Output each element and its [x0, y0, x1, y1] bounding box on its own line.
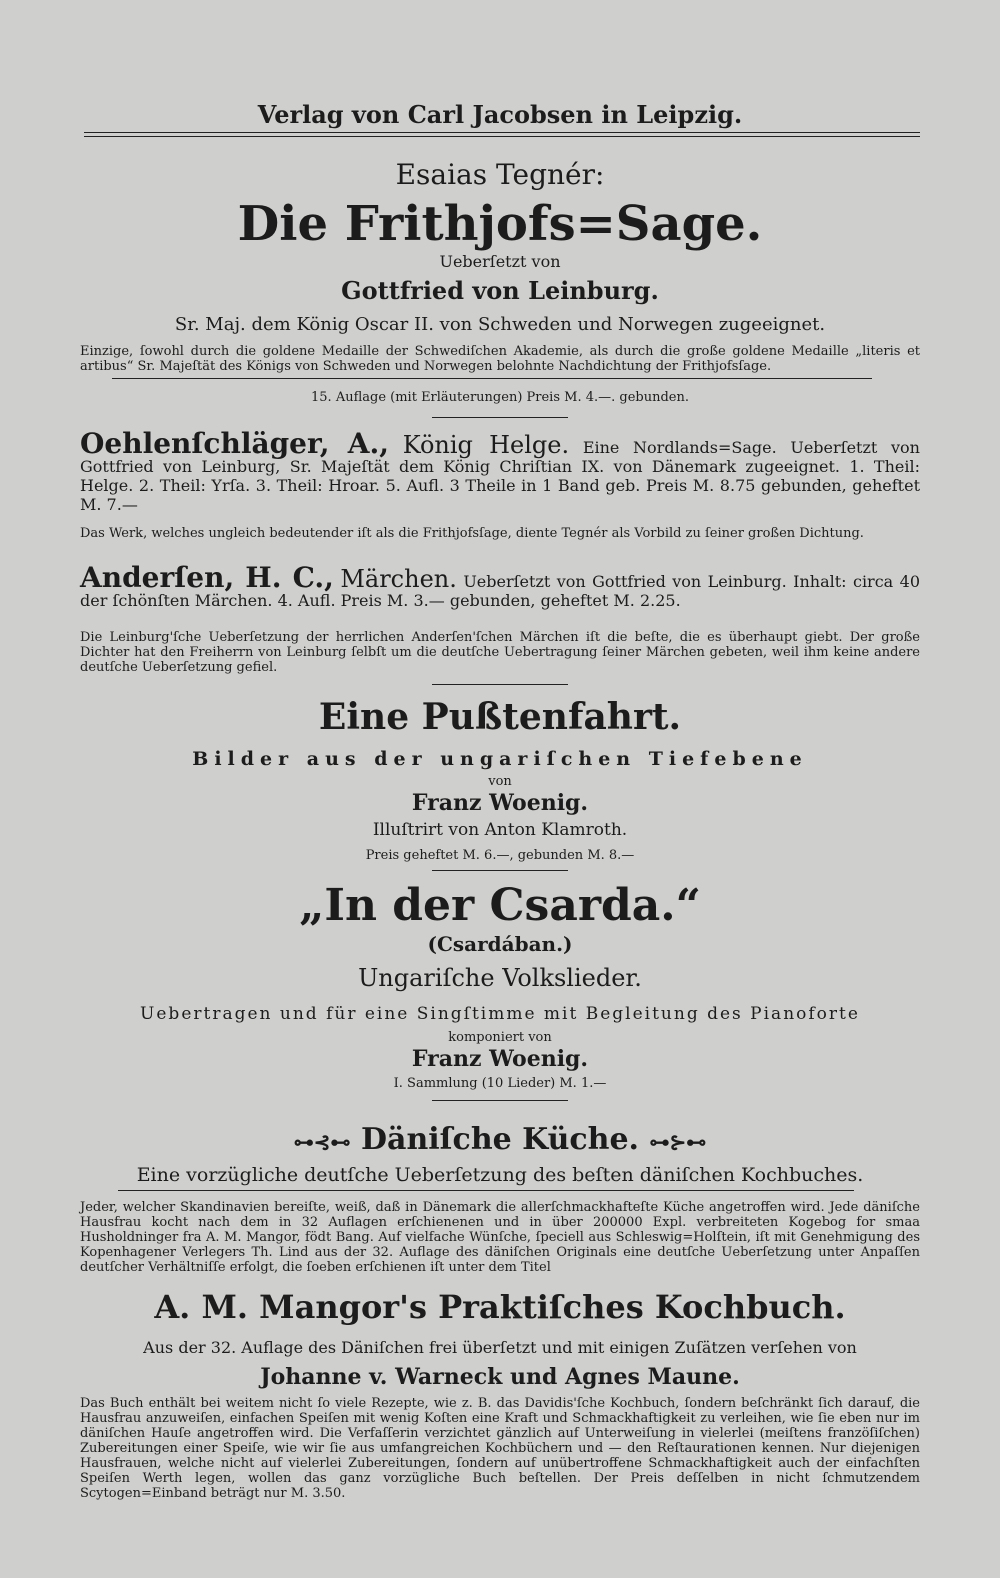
puszta-author: Franz Woenig. — [411, 790, 589, 816]
oehlenschlaeger-title: König Helge. — [402, 431, 570, 459]
frithjof-translator: Gottfried von Leinburg. — [341, 276, 659, 305]
frithjof-award: Einzige, ſowohl durch die goldene Medaille der Schwediſchen Akademie, als durch die große goldene Medaille „literis et artibus“ Sr. Majeſtät des Königs von Schweden und Norwegen belohnte Nachdichtung der Frithjofsſage. — [80, 344, 920, 374]
csarda-title: „In der Csarda.“ — [299, 880, 701, 931]
double-rule-bottom — [84, 136, 920, 137]
oehlenschlaeger-note: Das Werk, welches ungleich bedeutender iſt als die Frithjofsſage, diente Tegnér als Vorbild zu ſeiner großen Dichtung. — [80, 526, 864, 541]
puszta-subtitle: Bilder aus der ungariſchen Tiefebene — [192, 748, 808, 770]
subtitle-rule — [118, 1190, 854, 1191]
andersen-title: Märchen. — [340, 565, 457, 593]
oehlenschlaeger-lead: Oehlenſchläger, A., — [80, 427, 390, 460]
oehlenschlaeger-body: Eine Nordlands=Sage. Ueberſetzt von Gottfried von Leinburg, Sr. Majeſtät dem König Chriſtian IX. von Dänemark zugeeignet. 1. Theil: Helge. 2. Theil: Yrſa. 3. Theil: Hroar. 5. Aufl. 3 Theile in 1 Band geb. Preis M. 8.75 gebunden, geheftet M. 7.— — [80, 438, 920, 514]
csarda-subtitle: (Csardában.) — [427, 932, 573, 956]
divider-4 — [432, 1100, 568, 1101]
ornament-left-icon: ⊶⊰⊷ — [293, 1130, 351, 1154]
csarda-composer: Franz Woenig. — [411, 1046, 589, 1072]
csarda-collection: I. Sammlung (10 Lieder) M. 1.— — [393, 1076, 607, 1091]
mangor-authors: Johanne v. Warneck und Agnes Maune. — [260, 1364, 740, 1390]
andersen-body: Ueberſetzt von Gottfried von Leinburg. Inhalt: circa 40 der ſchönſten Märchen. 4. Aufl. Preis M. 3.— gebunden, geheftet M. 2.25. — [80, 572, 920, 610]
kueche-title: Däniſche Küche. — [360, 1122, 639, 1157]
divider-2 — [432, 684, 568, 685]
oehlenschlaeger-entry — [80, 427, 920, 514]
frithjof-dedication: Sr. Maj. dem König Oscar II. von Schweden und Norwegen zugeeignet. — [174, 314, 826, 335]
award-rule — [112, 378, 872, 379]
frithjof-translated-by: Ueberſetzt von — [439, 252, 561, 271]
puszta-title: Eine Pußtenfahrt. — [318, 696, 682, 738]
puszta-illustrated: Illuſtrirt von Anton Klamroth. — [372, 820, 628, 840]
puszta-price: Preis geheftet M. 6.—, gebunden M. 8.— — [365, 848, 635, 863]
csarda-arranged: Uebertragen und für eine Singſtimme mit Begleitung des Pianoforte — [140, 1004, 860, 1024]
frithjof-edition: 15. Auflage (mit Erläuterungen) Preis M. 4.—. gebunden. — [311, 390, 689, 405]
divider-3 — [432, 870, 568, 871]
puszta-by: von — [488, 774, 512, 789]
csarda-composed: komponiert von — [448, 1030, 552, 1045]
divider-1 — [432, 417, 568, 418]
mangor-title: A. M. Mangor's Praktiſches Kochbuch. — [154, 1288, 846, 1326]
andersen-note: Die Leinburg'ſche Ueberſetzung der herrlichen Anderſen'ſchen Märchen iſt die beſte, die es überhaupt giebt. Der große Dichter hat den Freiherrn von Leinburg ſelbſt um die deutſche Uebertragung ſeiner Märchen gebeten, weil ihm keine andere deutſche Ueberſetzung gefiel. — [80, 630, 920, 675]
frithjof-author: Esaias Tegnér: — [395, 158, 605, 191]
csarda-genre: Ungariſche Volkslieder. — [358, 964, 642, 992]
double-rule-top — [84, 132, 920, 133]
kueche-body: Jeder, welcher Skandinavien bereiſte, weiß, daß in Dänemark die allerſchmackhafteſte Küche angetroffen wird. Jede däniſche Hausfrau kocht nach dem in 32 Auflagen erſchienenen und in über 200000 Expl. verbreiteten Kogebog for smaa Husholdninger fra A. M. Mangor, födt Bang. Auf vielfache Wünſche, ſpeciell aus Schleswig=Holſtein, iſt mit Genehmigung des Kopenhagener Verlegers Th. Lind aus der 32. Auflage des däniſchen Originals eine deutſche Ueberſetzung unter Anpaſſen deutſcher Verhältniſſe erfolgt, die ſoeben erſchienen iſt unter dem Titel — [80, 1200, 920, 1275]
publisher-line: Verlag von Carl Jacobsen in Leipzig. — [257, 100, 743, 129]
kueche-heading — [80, 1122, 920, 1157]
kueche-subtitle: Eine vorzügliche deutſche Ueberſetzung des beſten däniſchen Kochbuches. — [136, 1164, 864, 1186]
mangor-body: Das Buch enthält bei weitem nicht ſo viele Rezepte, wie z. B. das Davidis'ſche Kochbuch, ſondern beſchränkt ſich darauf, die Hausfrau anzuweiſen, einfachen Speiſen mit wenig Koſten eine Kraft und Schmackhaftigkeit zu verleihen, wie ſie eben nur im däniſchen Hauſe angetroffen wird. Die Verfaſſerin verzichtet gänzlich auf Unterweiſung in vielerlei (meiſtens franzöſiſchen) Zubereitungen einer Speiſe, wie wir ſie aus umfangreichen Kochbüchern und — den Reſtaurationen kennen. Nur diejenigen Hausfrauen, welche nicht auf vielerlei Zubereitungen, ſondern auf unübertroffene Schmackhaftigkeit auch der einfachſten Speiſen Werth legen, wollen das ganz vorzügliche Buch beſtellen. Der Preis deſſelben in nicht ſchmutzendem Scytogen=Einband beträgt nur M. 3.50. — [80, 1396, 920, 1501]
andersen-lead: Anderſen, H. C., — [80, 561, 334, 594]
mangor-line: Aus der 32. Auflage des Däniſchen frei überſetzt und mit einigen Zuſätzen verſehen von — [143, 1338, 857, 1357]
frithjof-title: Die Frithjofs=Sage. — [237, 196, 763, 252]
andersen-entry — [80, 561, 920, 610]
ornament-right-icon: ⊶⊱⊷ — [649, 1130, 707, 1154]
